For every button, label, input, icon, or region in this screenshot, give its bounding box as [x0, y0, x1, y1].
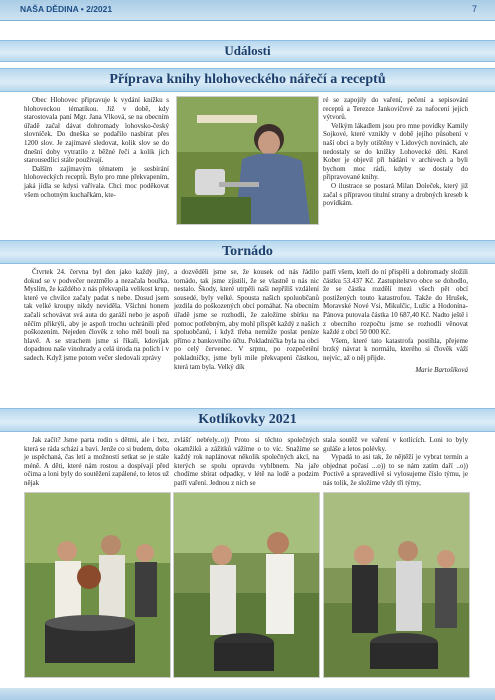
article1-col3 [323, 96, 468, 208]
article1-p1: Obec Hlohovec připravuje k vydání knížku s hlohoveckou tématikou. Již v době, kdy starostovala paní Mgr. Jana Vlková, se na obecním úřadě začal dávat dohromady lohovsko-český slovníček. Do dneška se podařilo nasbírat přes 1200 slov. Je zajímavé sledovat, kolik slov se do dnešní doby vytratilo z běžné řeči a kolik jich starousedlíci stále používají. [24, 96, 169, 165]
article3-p1: Jak začít? Jsme parta rodin s dětmi, ale i bez, která se ráda schází a baví. Jenže co si budem, doba je uspěchaná, čas letí a možností setkat se je stále méně. A děti, které nám rostou a dospívají před očima a loni byly do soutěžení zapálené, to letos už nějak [24, 436, 169, 487]
article1-p4: Velkým lákadlem jsou pro mne povídky Kamily Sojkové, které vznikly v době jejího působení v naší obci a byly otištěny v Lidových novinách, ale nedostaly se do knížky Lohovecké děti. Karel Kober je objevil při bádání v archivech a byli bychom moc rádi, kdyby se dostaly do připravované knihy. [323, 121, 468, 182]
article3-title-band [0, 408, 495, 432]
article2-p2: a dozvěděli jsme se, že kousek od nás řádilo tornádo, tak jsme zjistili, že se vlastně u nás nic nestalo. Škody, které utrpěli naši nepříliš vzdálení sousedé, byly velké. Spousta našich spoluobčanů jezdila do poškozených obcí pomáhat. Na obecním úřadě jsme se rozhodli, že založíme sbírku na pomoc potřebným, aby mohl přispět každý z našich spoluobčanů, i když třeba nemůže poslat peníze přímo z bankovního účtu. Pokladnička byla na obci po celý červenec. V srpnu, po rozpečetění pokladničky, jsme byli mile překvapeni částkou, která tam byla. Velký dík [174, 268, 319, 371]
article3-p2: zvlášť nebŕely..o)) Proto si těchto společných okamžiků a zážitků vážíme o to víc. Snažíme se každý rok naplánovat několik společných akcí, na kterých se spolu opravdu vyblbnem. Na jaře chodíme sbírat odpadky, v létě na lodě a podzim patří vaření. Jednou z nich se [174, 436, 319, 487]
page-footer-bar [0, 688, 495, 700]
article1-col1 [24, 96, 169, 199]
article3-col1 [24, 436, 169, 488]
article3-photo-3 [323, 492, 470, 678]
article1-photo [176, 96, 319, 225]
section-label-band [0, 40, 495, 62]
magazine-title: NAŠA DĚDINA • 2/2021 [20, 4, 113, 14]
article2-p1: Čtvrtek 24. června byl den jako každý jiný, dokud se v podvečer neztmělo a nezačala bouřka. Myslím, že každého z nás překvapila velikost krup, které ve chvilce začaly padat s nebe. Dosud jsem tak velké kroupy nikdy neviděla. Všichni honem začali schovávat svá auta do garáží nebo je aspoň něčím přikrýli, aby je aspoň trochu uchránili před poškozením. Nejeden člověk z toho měl bouli na hlavě. A se strachem jsme si říkali, kdovíjak dopadnou naše vinohrady a celá úroda na polích i v sadech. Když jsme potom večer sledovali zprávy [24, 268, 169, 362]
article2-title-band [0, 240, 495, 264]
article3-photo-1 [24, 492, 171, 678]
article2-signature: Marie Bartošíková [415, 365, 468, 374]
page-number: 7 [471, 4, 477, 14]
article1-title: Příprava knihy hlohoveckého nářečí a receptů [109, 72, 386, 87]
section-label: Události [224, 43, 271, 58]
article1-p5: O ilustrace se postará Milan Doleček, který již začal s přípravou titulní strany a drobných kreseb k povídkám. [323, 181, 468, 208]
article3-title: Kotlíkovky 2021 [198, 412, 297, 427]
article1-title-band [0, 68, 495, 92]
article3-p3: stala soutěž ve vaření v kotlících. Loni to byly guláše a letos polévky. [323, 436, 468, 453]
article2-col1 [24, 268, 169, 363]
article3-col3 [323, 436, 468, 488]
article2-p3: patří všem, kteří do ní přispěli a dohromady složili částku 53.437 Kč. Zastupitelstvo obce se dohodlo, že se částka rozdělí mezi všech pět obcí postižených touto katastrofou. Takže do Hrušek, Moravské Nové Vsi, Mikulčic, Lužic a Hodonína-Pánova putovala částka 10 687,40 Kč. Nadto ještě i z obecního rozpočtu jsme se rozhodli věnovat každé z obcí 50 000 Kč. [323, 268, 468, 337]
article2-col3 [323, 268, 468, 374]
article2-p4: Všem, které tato katastrofa postihla, přejeme brzký návrat k normálu, kterého si člověk váží nejvíc, až o něj přijde. [323, 336, 468, 362]
page-header [0, 0, 495, 21]
article1-p2: Dalším zajímavým tématem je sesbírání hlohoveckých receptů. Bylo pro mne překvapením, jaká jídla se kdysi vařívala. Chci moc poděkovat všem ochotným kuchařkám, kte- [24, 164, 169, 199]
article3-col2 [174, 436, 319, 488]
article2-col2 [174, 268, 319, 371]
article2-title: Tornádo [222, 244, 273, 259]
article3-photo-2 [173, 492, 320, 678]
article3-p4: Vypadá to asi tak, že nějtěží je vybrat termín a objednat počasí ...o)) to se nám zatím daří ..o)) Poctivě a spravedlivě si vylosujeme číslo týmu, je nás tolik, že složíme vždy tři týmy, [323, 453, 468, 487]
article1-p3: ré se zapojily do vaření, pečení a sepisování receptů a Terezce Jankovičové za nafocení jejich výtvorů. [323, 96, 468, 122]
